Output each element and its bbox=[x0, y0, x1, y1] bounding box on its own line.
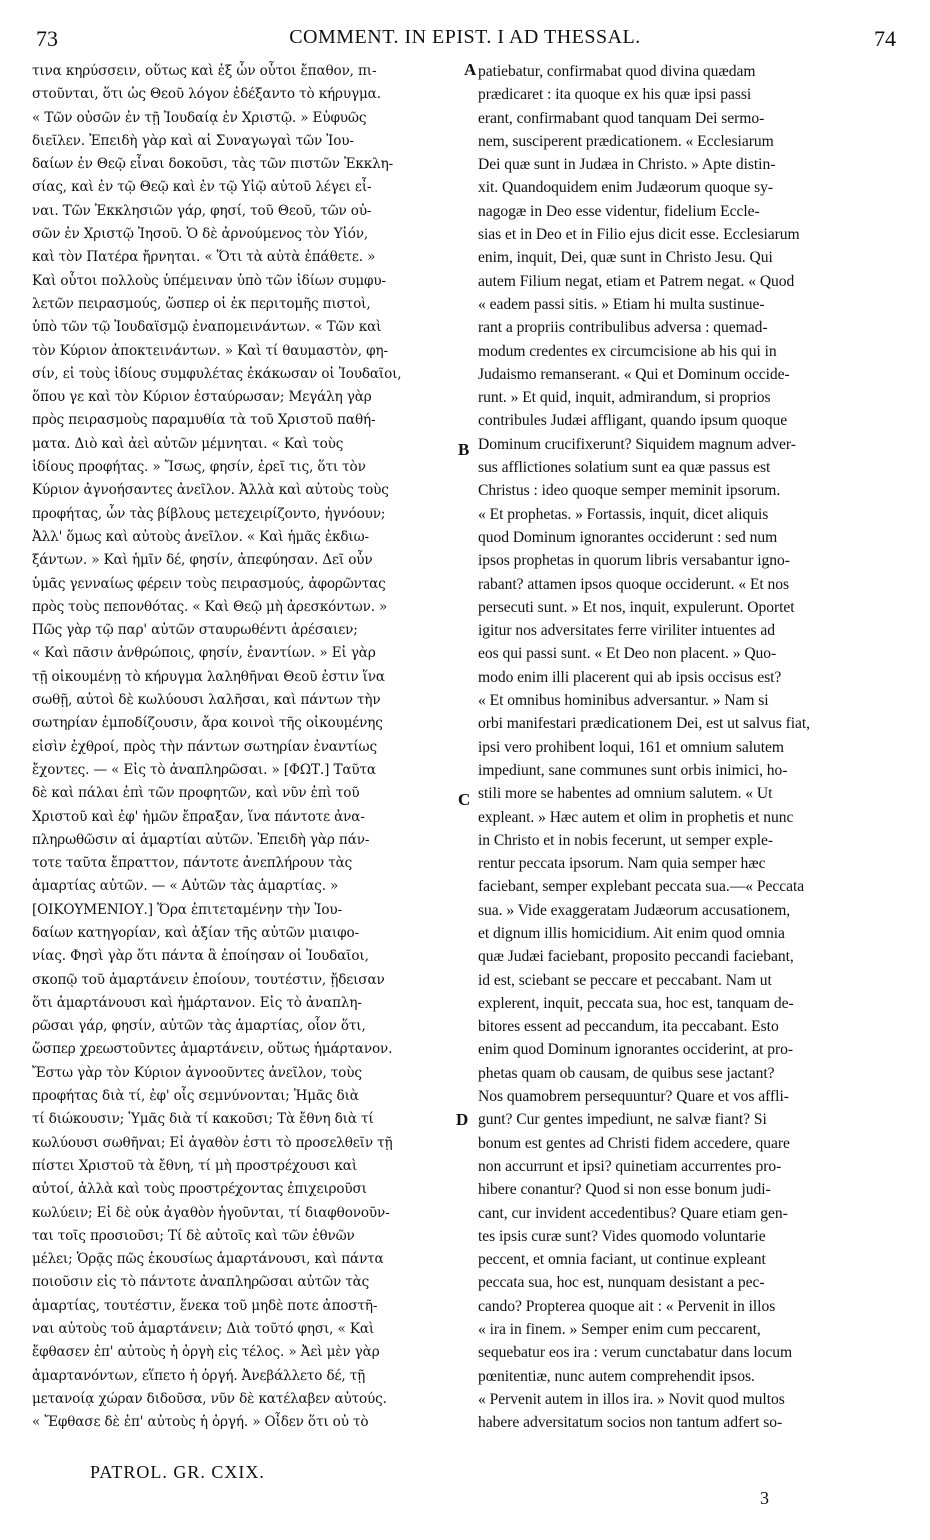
latin-text-line: enim, inquit, Dei, quæ sunt in Christo Jesu. Qui bbox=[478, 249, 773, 267]
page-number-left: 73 bbox=[36, 26, 58, 51]
latin-text-line: « Et omnibus hominibus adversantur. » Nam si bbox=[478, 692, 769, 710]
latin-text-line: bitores essent ad peccandum, ita peccabant. Esto bbox=[478, 1018, 779, 1036]
greek-text-line: κωλύουσι σωθῆναι; Εἰ ἀγαθὸν ἐστι τὸ προσελθεῖν τῇ bbox=[32, 1134, 393, 1151]
greek-text-line: δὲ καὶ πάλαι ἐπὶ τῶν προφητῶν, καὶ νῦν ἐπὶ τοῦ bbox=[32, 785, 360, 802]
margin-marker-a: A bbox=[464, 60, 477, 79]
greek-text-line: τῇ οἰκουμένῃ τὸ κήρυγμα λαληθῆναι Θεοῦ ἐστιν ἵνα bbox=[32, 668, 385, 685]
latin-text-line: hibere conantur? Quod si non esse bonum judi- bbox=[478, 1181, 771, 1199]
latin-text-line: Christus : ideo quoque semper meminit ipsorum. bbox=[478, 482, 781, 500]
greek-text-line: προφήτας διὰ τί, ἐφ' οἷς σεμνύνονται; Ἡμᾶς διὰ bbox=[32, 1088, 359, 1105]
greek-text-line: σωτηρίαν ἐμποδίζουσιν, ἄρα κοινοὶ τῆς οἰκουμένης bbox=[32, 715, 383, 732]
greek-text-line: κωλύειν; Εἰ δὲ οὐκ ἀγαθὸν ἡγοῦνται, τί διαφθονοῦν- bbox=[32, 1204, 390, 1221]
greek-text-line: ἔχοντες. — « Εἰς τὸ ἀναπληρῶσαι. » [ΦΩΤ.] Ταῦτα bbox=[32, 761, 376, 778]
page-number-right: 74 bbox=[874, 26, 896, 51]
margin-marker-c: C bbox=[458, 790, 471, 809]
latin-text-line: peccent, et omnia faciant, ut continue expleant bbox=[478, 1251, 766, 1269]
greek-text-line: ναι αὐτοὺς τοῦ ἁμαρτάνειν; Διὰ τοῦτό φησι, « Καὶ bbox=[32, 1321, 375, 1338]
latin-text-line: « Et prophetas. » Fortassis, inquit, dicet aliquis bbox=[478, 505, 769, 523]
greek-text-line: ἔφθασεν ἐπ' αὐτοὺς ἡ ὀργὴ εἰς τέλος. » Ἀεὶ μὲν γὰρ bbox=[32, 1344, 380, 1361]
latin-text-line: enim quod Dominum ignorantes occiderint, at pro- bbox=[478, 1041, 794, 1059]
latin-text-line: phetas quam ob causam, de quibus sese jactant? bbox=[478, 1064, 775, 1082]
margin-marker-b: B bbox=[458, 440, 470, 459]
greek-text-line: εἰσὶν ἐχθροί, πρὸς τὴν πάντων σωτηρίαν ἐναντίως bbox=[32, 738, 377, 755]
greek-text-line: ται τοῖς προσιοῦσι; Τί δὲ αὐτοῖς καὶ τῶν ἐθνῶν bbox=[32, 1227, 355, 1244]
latin-text-line: rant a propriis contribulibus adversa : quemad- bbox=[478, 319, 768, 337]
greek-text-line: Χριστοῦ καὶ ἐφ' ἡμῶν ἔπραξαν, ἵνα πάντοτε ἀνα- bbox=[32, 808, 365, 825]
latin-text-line: stili more se habentes ad omnium salutem. « Ut bbox=[478, 785, 773, 803]
greek-text-line: Καὶ οὗτοι πολλοὺς ὑπέμειναν ὑπὸ τῶν ἰδίων συμφυ- bbox=[32, 272, 386, 289]
latin-text-line: explerent, inquit, peccata sua, hoc est, tanquam de- bbox=[478, 994, 794, 1012]
latin-text-line: « ira in finem. » Semper enim cum peccarent, bbox=[478, 1321, 761, 1339]
greek-text-line: διεῖλεν. Ἐπειδὴ γὰρ καὶ αἱ Συναγωγαὶ τῶν Ἰου- bbox=[32, 132, 354, 149]
latin-text-column bbox=[478, 60, 898, 1458]
greek-text-line: νίας. Φησὶ γὰρ ὅτι πάντα ἃ ἐποίησαν οἱ Ἰουδαῖοι, bbox=[32, 948, 369, 965]
greek-text-line: τοτε ταῦτα ἔπραττον, πάντοτε ἀνεπλήρουν τὰς bbox=[32, 855, 353, 872]
greek-text-line: Ἀλλ' ὅμως καὶ αὐτοὺς ἀνεῖλον. « Καὶ ἡμᾶς ἐκδιω- bbox=[32, 528, 369, 545]
page-header bbox=[0, 26, 930, 56]
latin-text-line: Judaismo remanserant. « Qui et Dominum occide- bbox=[478, 365, 790, 383]
latin-text-line: runt. » Et quid, inquit, admirandum, si proprios bbox=[478, 389, 771, 407]
latin-text-line: « Pervenit autem in illos ira. » Novit quod multos bbox=[478, 1390, 785, 1408]
greek-text-line: « Τῶν οὐσῶν ἐν τῇ Ἰουδαίᾳ ἐν Χριστῷ. » Εὐφυῶς bbox=[32, 109, 367, 126]
latin-text-line: erant, confirmabant quod tanquam Dei sermo- bbox=[478, 109, 765, 127]
page-footer bbox=[0, 1462, 930, 1522]
volume-reference: PATROL. GR. CXIX. bbox=[90, 1462, 265, 1482]
greek-text-line: « Καὶ πᾶσιν ἀνθρώποις, φησίν, ἐναντίων. » Εἰ γὰρ bbox=[32, 645, 376, 662]
latin-text-line: et dignum illis homicidium. Ait enim quod omnia bbox=[478, 924, 785, 942]
greek-text-line: πληρωθῶσιν αἱ ἁμαρτίαι αὐτῶν. Ἐπειδὴ γὰρ πάν- bbox=[32, 831, 370, 848]
latin-text-line: pœnitentiæ, nunc autem comprehendit ipsos. bbox=[478, 1367, 755, 1385]
greek-text-line: ματα. Διὸ καὶ ἀεὶ αὐτῶν μέμνηται. « Καὶ τοὺς bbox=[32, 435, 344, 452]
latin-text-line: persecuti sunt. » Et nos, inquit, expulerunt. Oportet bbox=[478, 598, 795, 616]
greek-text-line: ὑπὸ τῶν τῷ Ἰουδαϊσμῷ ἐναπομεινάντων. « Τῶν καὶ bbox=[32, 319, 382, 336]
greek-text-line: δαίων ἐν Θεῷ εἶναι δοκοῦσι, τὰς τῶν πιστῶν Ἐκκλη- bbox=[32, 156, 394, 173]
latin-text-line: quod Dominum ignorantes occiderunt : sed num bbox=[478, 528, 778, 546]
greek-text-line: πρὸς πειρασμοὺς παραμυθία τὰ τοῦ Χριστοῦ παθή- bbox=[32, 412, 376, 429]
signature-mark: 3 bbox=[760, 1488, 769, 1508]
greek-text-line: Κύριον ἀγνοήσαντες ἀνεῖλον. Ἀλλὰ καὶ αὐτοὺς τοὺς bbox=[32, 482, 389, 499]
latin-text-line: quæ Judæi faciebant, proposito peccandi faciebant, bbox=[478, 948, 794, 966]
greek-text-line: λετῶν πειρασμούς, ὥσπερ οἱ ἐκ περιτομῆς πιστοὶ, bbox=[32, 295, 371, 312]
latin-text-line: habere adversitatum socios non tantum adfert so- bbox=[478, 1414, 783, 1432]
latin-text-line: eos qui passi sunt. « Et Deo non placent. » Quo- bbox=[478, 645, 777, 663]
greek-text-line: καὶ τὸν Πατέρα ἤρνηται. « Ὅτι τὰ αὐτὰ ἐπάθετε. » bbox=[32, 249, 376, 266]
greek-text-line: τινα κηρύσσειν, οὕτως καὶ ἐξ ὧν οὗτοι ἔπαθον, πι- bbox=[32, 63, 377, 79]
greek-text-line: δαίων κατηγορίαν, καὶ ἀξίαν τῆς αὐτῶν μιαιφο- bbox=[32, 924, 359, 941]
latin-text-line: cando? Propterea quoque ait : « Pervenit in illos bbox=[478, 1297, 776, 1315]
latin-text-line: rabant? attamen ipsos quoque occiderunt. « Et nos bbox=[478, 575, 790, 593]
greek-text-line: στοῦνται, ὅτι ὡς Θεοῦ λόγον ἐδέξαντο τὸ κήρυγμα. bbox=[32, 86, 381, 103]
greek-text-line: ναι. Τῶν Ἐκκλησιῶν γάρ, φησί, τοῦ Θεοῦ, τῶν οὐ- bbox=[32, 202, 372, 219]
latin-text-line: orbi manifestari prædicationem Dei, est ut salvus fiat, bbox=[478, 715, 810, 733]
margin-marker-d: D bbox=[456, 1110, 469, 1129]
latin-text-line: sequebatur eos ira : verum cunctabatur dans locum bbox=[478, 1344, 793, 1362]
greek-text-line: ξάντων. » Καὶ ἡμῖν δέ, φησίν, ἀπεφύησαν. Δεῖ οὖν bbox=[32, 552, 373, 569]
latin-text-line: faciebant, semper explebant peccata sua.—« Peccata bbox=[478, 878, 805, 896]
greek-text-line: ὑμᾶς γενναίως φέρειν τοὺς πειρασμούς, ἀφορῶντας bbox=[32, 575, 386, 592]
latin-text-line: sus afflictiones solatium sunt ea quæ passus est bbox=[478, 459, 771, 477]
latin-text-line: sua. » Vide exaggeratam Judæorum accusationem, bbox=[478, 901, 791, 919]
greek-text-line: πρὸς τοὺς πεπονθότας. « Καὶ Θεῷ μὴ ἀρεσκόντων. » bbox=[32, 598, 388, 615]
greek-text-line: ὅπου γε καὶ τὸν Κύριον ἐσταύρωσαν; Μεγάλη γὰρ bbox=[32, 389, 372, 406]
greek-text-line: ὥσπερ χρεωστοῦντες ἁμαρτάνειν, οὕτως ἡμάρτανον. bbox=[32, 1041, 393, 1058]
latin-text-line: peccata sua, hoc est, nunquam desistant a pec- bbox=[478, 1274, 765, 1292]
latin-text-line: id est, sciebant se peccare et peccabant. Nam ut bbox=[478, 971, 772, 989]
greek-text-line: μέλει; Ὁρᾷς πῶς ἑκουσίως ἁμαρτάνουσι, καὶ πάντα bbox=[32, 1251, 384, 1268]
latin-text-line: gunt? Cur gentes impediunt, ne salvæ fiant? Si bbox=[478, 1111, 767, 1129]
greek-text-line: τὸν Κύριον ἀποκτεινάντων. » Καὶ τί θαυμαστὸν, φη- bbox=[32, 342, 388, 359]
latin-text-line: Dominum crucifixerunt? Siquidem magnum adver- bbox=[478, 435, 796, 453]
latin-text-line: patiebatur, confirmabat quod divina quædam bbox=[478, 63, 756, 80]
latin-text-line: autem Filium negat, etiam et Patrem negat. « Quod bbox=[478, 272, 795, 290]
latin-text-line: in Christo et in nobis fecerunt, ut semper exple- bbox=[478, 831, 774, 849]
greek-text-line: ἁμαρτίας, τουτέστιν, ἕνεκα τοῦ μηδὲ ποτε ἀποστῆ- bbox=[32, 1297, 378, 1314]
greek-text-line: ρῶσαι γάρ, φησίν, αὐτῶν τὰς ἁμαρτίας, οἷον ὅτι, bbox=[32, 1018, 366, 1035]
latin-text-line: xit. Quandoquidem enim Judæorum quoque sy- bbox=[478, 179, 774, 197]
greek-text-line: ἁμαρτανόντων, εἵπετο ἡ ὀργή. Ἀνεβάλλετο δέ, τῇ bbox=[32, 1367, 366, 1384]
greek-text-line: σωθῇ, αὐτοὶ δὲ κωλύουσι λαλῆσαι, καὶ πάντων τὴν bbox=[32, 692, 381, 709]
running-title: COMMENT. IN EPIST. I AD THESSAL. bbox=[289, 26, 641, 48]
latin-text-line: prædicaret : ita quoque ex his quæ ipsi passi bbox=[478, 86, 752, 104]
latin-text-line: Dei quæ sunt in Judæa in Christo. » Apte distin- bbox=[478, 156, 776, 174]
greek-text-line: πίστει Χριστοῦ τὰ ἔθνη, τί μὴ προστρέχουσι καὶ bbox=[32, 1157, 358, 1174]
latin-text-line: sias et in Deo et in Filio ejus dicit esse. Ecclesiarum bbox=[478, 226, 800, 244]
latin-text-line: Nos quamobrem persequuntur? Quare et vos affli- bbox=[478, 1088, 789, 1106]
latin-text-line: expleant. » Hæc autem et olim in prophetis et nunc bbox=[478, 808, 794, 826]
greek-text-line: Πῶς γὰρ τῷ παρ' αὐτῶν σταυρωθέντι ἀρέσαιεν; bbox=[32, 622, 358, 639]
greek-text-column bbox=[32, 60, 462, 1458]
greek-text-line: σκοπῷ τοῦ ἁμαρτάνειν ἐποίουν, τουτέστιν, ᾔδεισαν bbox=[32, 971, 385, 988]
latin-text-line: rentur peccata ipsorum. Nam quia semper hæc bbox=[478, 855, 766, 873]
greek-text-line: σίν, εἰ τοὺς ἰδίους συμφυλέτας ἐκάκωσαν οἱ Ἰουδαῖοι, bbox=[32, 365, 402, 382]
latin-text-line: contribules Judæi affligant, quando ipsum quoque bbox=[478, 412, 788, 430]
greek-text-line: ἁμαρτίας αὐτῶν. — « Αὐτῶν τὰς ἁμαρτίας. » bbox=[32, 878, 339, 895]
greek-text-line: προφήτας, ὧν τὰς βίβλους μετεχειρίζοντο, ἠγνόουν; bbox=[32, 505, 386, 522]
greek-text-line: Ἔστω γὰρ τὸν Κύριον ἀγνοοῦντες ἀνεῖλον, τοὺς bbox=[32, 1064, 362, 1081]
latin-text-line: impediunt, sane communes sunt orbis inimici, ho- bbox=[478, 761, 788, 779]
latin-text-line: ipsi vero prohibent loqui, 161 et omnium salutem bbox=[478, 738, 784, 756]
greek-text-line: ποιοῦσιν εἰς τὸ πάντοτε ἀναπληρῶσαι αὐτῶν τὰς bbox=[32, 1274, 370, 1291]
greek-text-line: σίας, καὶ ἐν τῷ Θεῷ καὶ ἐν τῷ Υἱῷ αὐτοῦ λέγει εἶ- bbox=[32, 179, 372, 196]
greek-text-line: « Ἔφθασε δὲ ἐπ' αὐτοὺς ἡ ὀργή. » Οἶδεν ὅτι οὐ τὸ bbox=[32, 1414, 369, 1431]
greek-text-line: τί διώκουσιν; Ὑμᾶς διὰ τί κακοῦσι; Τὰ ἔθνη διὰ τί bbox=[32, 1111, 374, 1128]
latin-text-line: modo enim illi placerent qui ab ipsis occisus est? bbox=[478, 668, 782, 686]
greek-text-line: [ΟΙΚΟΥΜΕΝΙΟΥ.] Ὅρα ἐπιτεταμένην τὴν Ἰου- bbox=[32, 901, 342, 918]
greek-text-line: σῶν ἐν Χριστῷ Ἰησοῦ. Ὁ δὲ ἀρνούμενος τὸν Υἱόν, bbox=[32, 226, 369, 243]
latin-text-line: igitur nos adversitates ferre viriliter intuentes ad bbox=[478, 622, 776, 640]
greek-text-line: ἰδίους προφήτας. » Ἴσως, φησίν, ἐρεῖ τις, ὅτι τὸν bbox=[32, 459, 366, 476]
greek-text-line: ὅτι ἁμαρτάνουσι καὶ ἡμάρτανον. Εἰς τὸ ἀναπλη- bbox=[32, 994, 362, 1011]
latin-text-line: ipsos prophetas in quorum libris versabantur igno- bbox=[478, 552, 790, 570]
latin-text-line: nem, susciperent prædicationem. « Ecclesiarum bbox=[478, 132, 774, 150]
latin-text-line: bonum est gentes ad Christi fidem accedere, quare bbox=[478, 1134, 790, 1152]
latin-text-line: nagogæ in Deo esse videntur, fidelium Eccle- bbox=[478, 202, 760, 220]
latin-text-line: tes ipsis curæ sunt? Vides quomodo voluntarie bbox=[478, 1227, 766, 1245]
greek-text-line: μετανοίᾳ χώραν διδοῦσα, νῦν δὲ κατέλαβεν αὐτούς. bbox=[32, 1390, 387, 1407]
latin-text-line: « eadem passi sitis. » Etiam hi multa sustinue- bbox=[478, 295, 765, 313]
latin-text-line: cant, cur invident accedentibus? Quare etiam gen- bbox=[478, 1204, 788, 1222]
latin-text-line: modum credentes ex circumcisione ab his qui in bbox=[478, 342, 777, 360]
greek-text-line: αὐτοί, ἀλλὰ καὶ τοὺς προστρέχοντας ἐπιχειροῦσι bbox=[32, 1181, 367, 1198]
latin-text-line: non accurrunt et ipsi? quinetiam accurrentes pro- bbox=[478, 1157, 782, 1175]
